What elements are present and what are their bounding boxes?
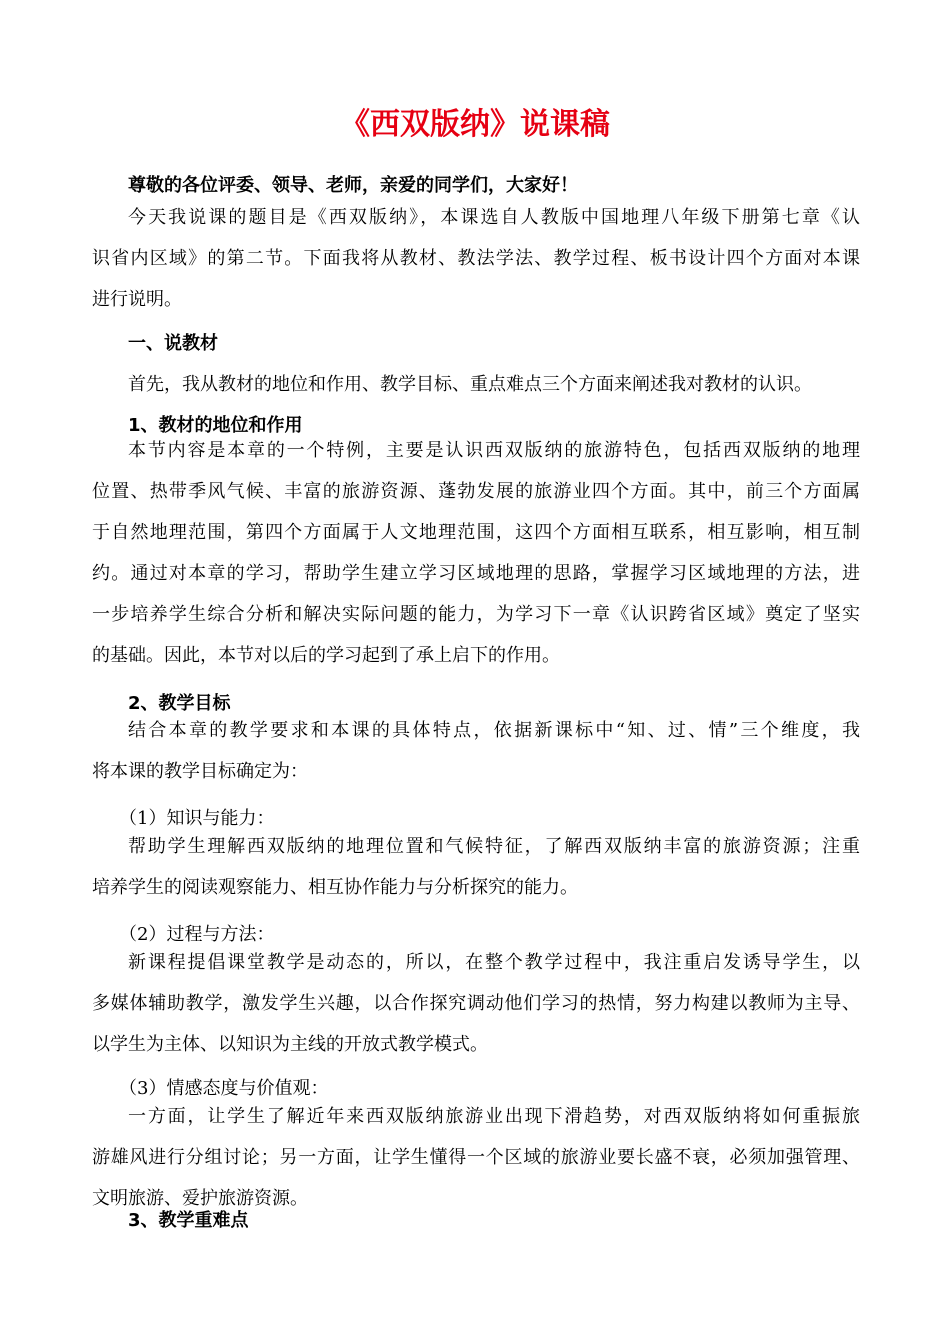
sub1-line: 本节内容是本章的一个特例，主要是认识西双版纳的旅游特色，包括西双版纳的地理	[128, 440, 860, 461]
intro-line: 进行说明。	[92, 289, 182, 310]
goal2-line: 新课程提倡课堂教学是动态的，所以，在整个教学过程中，我注重启发诱导学生，以	[128, 952, 860, 973]
goal1-label: （1）知识与能力：	[119, 808, 275, 829]
section1-intro: 首先，我从教材的地位和作用、教学目标、重点难点三个方面来阐述我对教材的认识。	[128, 374, 812, 395]
sub2-heading: 2、教学目标	[128, 693, 231, 714]
sub1-paragraph	[92, 436, 860, 682]
goal3-label: （3）情感态度与价值观：	[119, 1078, 329, 1099]
goal1-line: 培养学生的阅读观察能力、相互协作能力与分析探究的能力。	[92, 877, 578, 898]
section1-heading: 一、说教材	[128, 333, 218, 354]
goal2-paragraph	[92, 948, 860, 1071]
sub2-line: 将本课的教学目标确定为：	[92, 761, 308, 782]
intro-line: 识省内区域》的第二节。下面我将从教材、教法学法、教学过程、板书设计四个方面对本课	[92, 248, 860, 269]
intro-paragraph	[92, 203, 860, 326]
goal3-line: 一方面，让学生了解近年来西双版纳旅游业出现下滑趋势，对西双版纳将如何重振旅	[128, 1106, 860, 1127]
goal3-line: 游雄风进行分组讨论；另一方面，让学生懂得一个区域的旅游业要长盛不衰，必须加强管理、	[92, 1147, 860, 1168]
sub1-line: 于自然地理范围，第四个方面属于人文地理范围，这四个方面相互联系，相互影响，相互制	[92, 522, 860, 543]
goal2-label: （2）过程与方法：	[119, 924, 275, 945]
goal2-line: 多媒体辅助教学，激发学生兴趣，以合作探究调动他们学习的热情，努力构建以教师为主导、	[92, 993, 860, 1014]
sub1-line: 的基础。因此，本节对以后的学习起到了承上启下的作用。	[92, 645, 560, 666]
goal2-line: 以学生为主体、以知识为主线的开放式教学模式。	[92, 1034, 488, 1055]
greeting: 尊敬的各位评委、领导、老师，亲爱的同学们，大家好！	[128, 175, 578, 196]
goal1-paragraph	[92, 832, 860, 914]
goal1-line: 帮助学生理解西双版纳的地理位置和气候特征，了解西双版纳丰富的旅游资源；注重	[128, 836, 860, 857]
page-title: 《西双版纳》说课稿	[340, 107, 610, 142]
sub3-heading: 3、教学重难点	[128, 1210, 249, 1231]
goal3-line: 文明旅游、爱护旅游资源。	[92, 1188, 308, 1209]
sub2-paragraph	[92, 716, 860, 798]
sub2-line: 结合本章的教学要求和本课的具体特点，依据新课标中“知、过、情”三个维度，我	[128, 720, 860, 741]
intro-line: 今天我说课的题目是《西双版纳》，本课选自人教版中国地理八年级下册第七章《认	[128, 207, 860, 228]
sub1-line: 位置、热带季风气候、丰富的旅游资源、蓬勃发展的旅游业四个方面。其中，前三个方面属	[92, 481, 860, 502]
sub1-heading: 1、教材的地位和作用	[128, 415, 303, 436]
sub1-line: 约。通过对本章的学习，帮助学生建立学习区域地理的思路，掌握学习区域地理的方法，进	[92, 563, 860, 584]
sub1-line: 一步培养学生综合分析和解决实际问题的能力，为学习下一章《认识跨省区域》奠定了坚实	[92, 604, 860, 625]
